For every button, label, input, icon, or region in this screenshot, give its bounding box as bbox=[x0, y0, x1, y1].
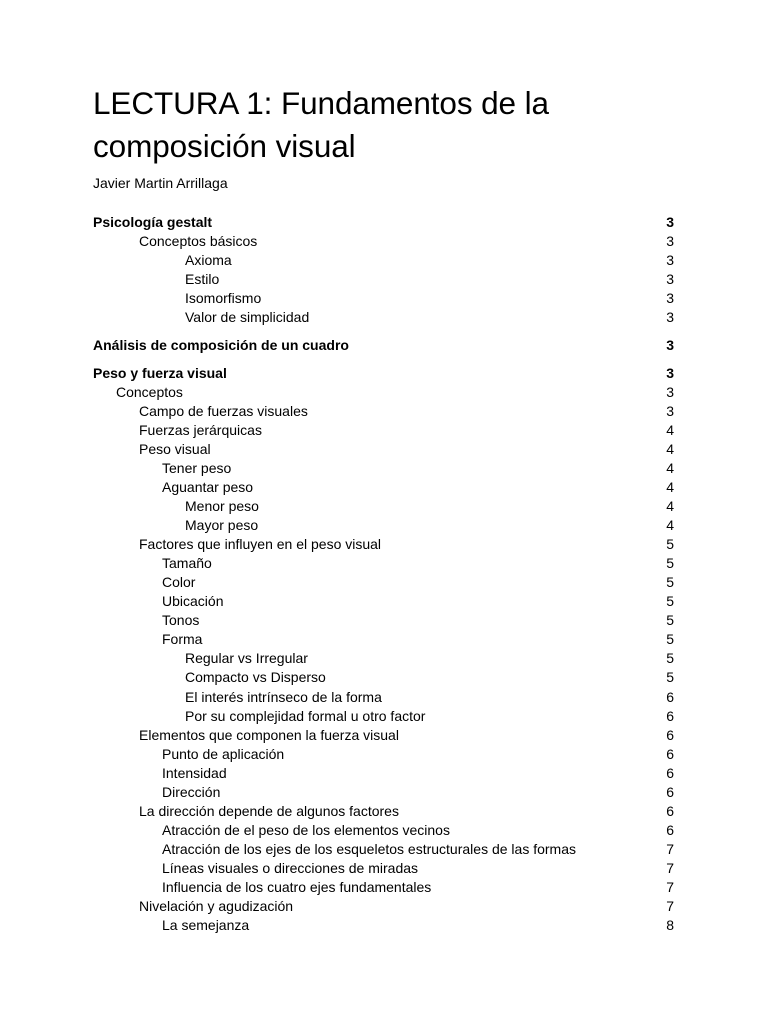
toc-entry-page-number[interactable]: 3 bbox=[666, 309, 674, 326]
document-title: LECTURA 1: Fundamentos de la composición visual bbox=[93, 85, 549, 164]
toc-entry-page-number[interactable]: 5 bbox=[666, 669, 674, 686]
toc-entry-label[interactable]: Tamaño bbox=[162, 555, 212, 572]
toc-entry[interactable] bbox=[93, 611, 674, 630]
toc-entry-page-number[interactable]: 6 bbox=[666, 707, 674, 724]
toc-entry[interactable] bbox=[93, 213, 674, 232]
toc-entry-page-number[interactable]: 3 bbox=[666, 233, 674, 250]
toc-entry-page-number[interactable]: 3 bbox=[666, 364, 674, 381]
toc-entry-page-number[interactable]: 7 bbox=[666, 898, 674, 915]
toc-entry-label[interactable]: Mayor peso bbox=[185, 517, 259, 534]
toc-entry[interactable] bbox=[93, 688, 674, 707]
toc-entry-label[interactable]: Regular vs Irregular bbox=[185, 650, 308, 667]
toc-entry-page-number[interactable]: 5 bbox=[666, 536, 674, 553]
toc-entry-page-number[interactable]: 7 bbox=[666, 840, 674, 857]
toc-entry-page-number[interactable]: 6 bbox=[666, 688, 674, 705]
toc-entry[interactable] bbox=[93, 308, 674, 327]
toc-entry-label[interactable]: Estilo bbox=[185, 271, 220, 288]
toc-entry-label[interactable]: Forma bbox=[162, 631, 203, 648]
toc-entry-label[interactable]: Elementos que componen la fuerza visual bbox=[139, 726, 399, 743]
toc-entry-page-number[interactable]: 3 bbox=[666, 383, 674, 400]
toc-entry[interactable] bbox=[93, 554, 674, 573]
toc-entry-label[interactable]: Líneas visuales o direcciones de miradas bbox=[162, 859, 419, 876]
toc-entry-page-number[interactable]: 6 bbox=[666, 726, 674, 743]
toc-entry-label[interactable]: Por su complejidad formal u otro factor bbox=[185, 707, 426, 724]
toc-entry[interactable] bbox=[93, 802, 674, 821]
toc-entry[interactable] bbox=[93, 535, 674, 554]
toc-entry-page-number[interactable]: 5 bbox=[666, 631, 674, 648]
toc-entry-page-number[interactable]: 6 bbox=[666, 821, 674, 838]
toc-entry-label[interactable]: La semejanza bbox=[162, 917, 250, 934]
toc-entry[interactable] bbox=[93, 270, 674, 289]
toc-entry-page-number[interactable]: 4 bbox=[666, 517, 674, 534]
toc-entry-label[interactable]: Isomorfismo bbox=[185, 290, 262, 307]
toc-entry-label[interactable]: Tener peso bbox=[162, 459, 232, 476]
toc-entry-label[interactable]: Axioma bbox=[185, 252, 232, 269]
document-author: Javier Martin Arrillaga bbox=[93, 175, 228, 191]
toc-entry-label[interactable]: Análisis de composición de un cuadro bbox=[93, 336, 349, 353]
toc-entry[interactable] bbox=[93, 289, 674, 308]
toc-entry-page-number[interactable]: 4 bbox=[666, 459, 674, 476]
toc-entry-label[interactable]: Valor de simplicidad bbox=[185, 309, 310, 326]
toc-entry[interactable] bbox=[93, 364, 674, 383]
toc-entry-label[interactable]: La dirección depende de algunos factores bbox=[139, 802, 399, 819]
toc-entry[interactable] bbox=[93, 821, 674, 840]
toc-entry-page-number[interactable]: 5 bbox=[666, 593, 674, 610]
toc-entry-page-number[interactable]: 3 bbox=[666, 402, 674, 419]
toc-entry-label[interactable]: Campo de fuerzas visuales bbox=[139, 402, 308, 419]
toc-entry[interactable] bbox=[93, 440, 674, 459]
toc-entry[interactable] bbox=[93, 251, 674, 270]
toc-entry[interactable] bbox=[93, 726, 674, 745]
toc-entry[interactable] bbox=[93, 573, 674, 592]
toc-entry-page-number[interactable]: 4 bbox=[666, 498, 674, 515]
toc-entry-label[interactable]: Aguantar peso bbox=[162, 478, 254, 495]
toc-entry[interactable] bbox=[93, 592, 674, 611]
toc-entry-label[interactable]: Color bbox=[162, 574, 196, 591]
toc-entry-label[interactable]: Psicología gestalt bbox=[93, 214, 213, 230]
toc-entry-page-number[interactable]: 5 bbox=[666, 650, 674, 667]
toc-entry-page-number[interactable]: 4 bbox=[666, 478, 674, 495]
toc-entry[interactable] bbox=[93, 459, 674, 478]
toc-entry-label[interactable]: Influencia de los cuatro ejes fundamentales bbox=[162, 878, 432, 895]
toc-entry[interactable] bbox=[93, 630, 674, 649]
table-of-contents bbox=[93, 213, 674, 935]
toc-entry-label[interactable]: Punto de aplicación bbox=[162, 745, 285, 762]
toc-entry[interactable] bbox=[93, 878, 674, 897]
toc-entry-label[interactable]: Nivelación y agudización bbox=[139, 898, 294, 915]
toc-entry-page-number[interactable]: 3 bbox=[666, 252, 674, 269]
toc-entry[interactable] bbox=[93, 916, 674, 935]
toc-entry-label[interactable]: Tonos bbox=[162, 612, 200, 629]
toc-entry-page-number[interactable]: 4 bbox=[666, 421, 674, 438]
toc-entry-label[interactable]: El interés intrínseco de la forma bbox=[185, 688, 382, 705]
toc-entry[interactable] bbox=[93, 516, 674, 535]
toc-entry-page-number[interactable]: 6 bbox=[666, 783, 674, 800]
toc-entry[interactable] bbox=[93, 764, 674, 783]
toc-entry[interactable] bbox=[93, 783, 674, 802]
toc-entry-page-number[interactable]: 6 bbox=[666, 745, 674, 762]
toc-entry-page-number[interactable]: 8 bbox=[666, 917, 674, 934]
toc-entry-page-number[interactable]: 7 bbox=[666, 878, 674, 895]
toc-entry[interactable] bbox=[93, 897, 674, 916]
toc-entry-page-number[interactable]: 3 bbox=[666, 336, 674, 353]
toc-entry-label[interactable]: Atracción de el peso de los elementos vecinos bbox=[162, 821, 450, 838]
toc-entry[interactable] bbox=[93, 649, 674, 668]
toc-entry[interactable] bbox=[93, 478, 674, 497]
toc-entry[interactable] bbox=[93, 336, 674, 355]
toc-entry[interactable] bbox=[93, 745, 674, 764]
toc-entry-label[interactable]: Dirección bbox=[162, 783, 221, 800]
toc-entry[interactable] bbox=[93, 497, 674, 516]
toc-entry-page-number[interactable]: 5 bbox=[666, 612, 674, 629]
toc-entry-label[interactable]: Peso visual bbox=[139, 440, 211, 457]
toc-entry-label[interactable]: Conceptos bbox=[116, 383, 183, 400]
toc-entry[interactable] bbox=[93, 383, 674, 402]
toc-entry[interactable] bbox=[93, 840, 674, 859]
toc-entry-page-number[interactable]: 6 bbox=[666, 802, 674, 819]
toc-entry-label[interactable]: Ubicación bbox=[162, 593, 224, 610]
toc-entry-label[interactable]: Factores que influyen en el peso visual bbox=[139, 536, 382, 553]
toc-entry-label[interactable]: Menor peso bbox=[185, 498, 259, 515]
toc-entry-page-number[interactable]: 3 bbox=[666, 271, 674, 288]
toc-entry-label[interactable]: Peso y fuerza visual bbox=[93, 364, 227, 381]
toc-entry[interactable] bbox=[93, 402, 674, 421]
toc-entry-label[interactable]: Intensidad bbox=[162, 764, 227, 781]
toc-entry-page-number[interactable]: 4 bbox=[666, 440, 674, 457]
toc-entry-page-number[interactable]: 5 bbox=[666, 574, 674, 591]
document-page bbox=[93, 82, 674, 934]
toc-entry-label[interactable]: Atracción de los ejes de los esqueletos estructurales de las formas bbox=[162, 840, 576, 857]
toc-entry[interactable] bbox=[93, 668, 674, 687]
toc-entry-page-number[interactable]: 3 bbox=[666, 214, 674, 230]
toc-entry-page-number[interactable]: 5 bbox=[666, 555, 674, 572]
toc-entry-page-number[interactable]: 6 bbox=[666, 764, 674, 781]
toc-entry-label[interactable]: Compacto vs Disperso bbox=[185, 669, 326, 686]
toc-entry[interactable] bbox=[93, 232, 674, 251]
toc-entry[interactable] bbox=[93, 707, 674, 726]
toc-entry-page-number[interactable]: 3 bbox=[666, 290, 674, 307]
toc-entry[interactable] bbox=[93, 421, 674, 440]
toc-entry[interactable] bbox=[93, 859, 674, 878]
toc-entry-label[interactable]: Fuerzas jerárquicas bbox=[139, 421, 262, 438]
toc-entry-page-number[interactable]: 7 bbox=[666, 859, 674, 876]
toc-entry-label[interactable]: Conceptos básicos bbox=[139, 233, 258, 250]
